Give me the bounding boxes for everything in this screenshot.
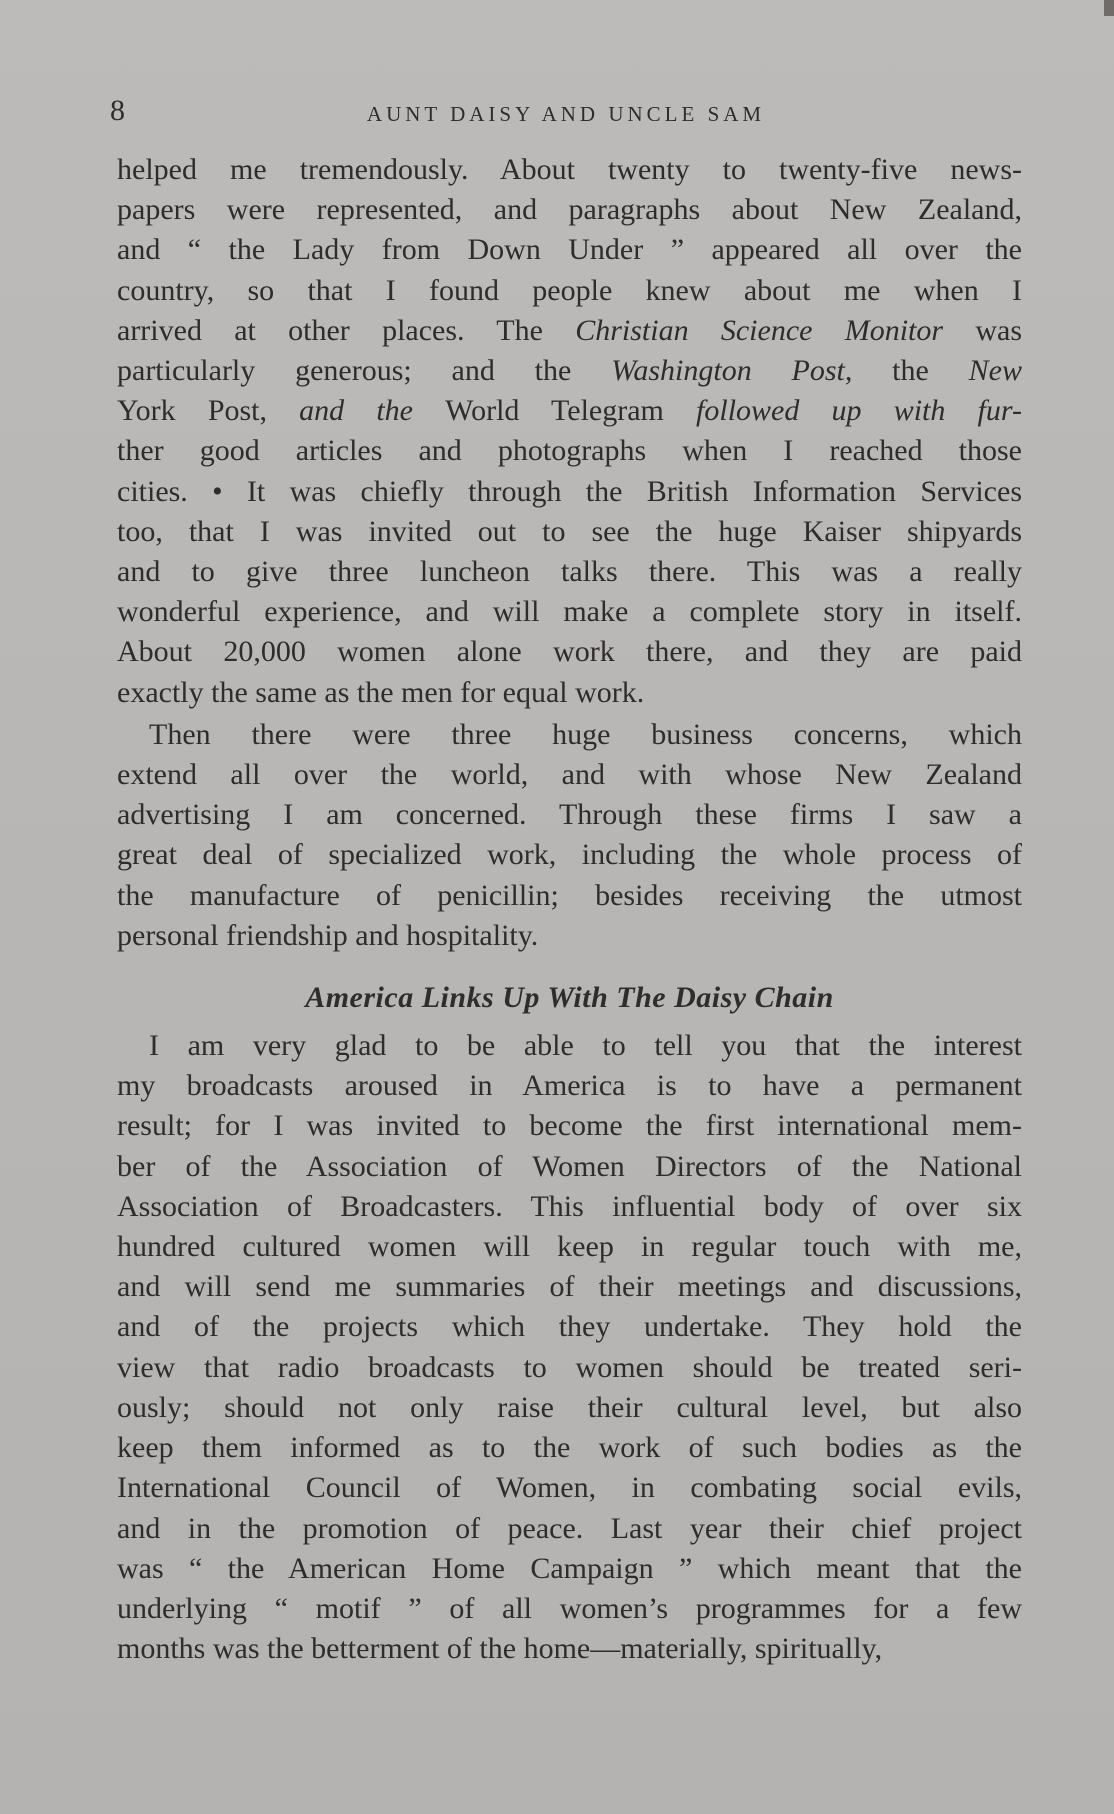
text-line: [117, 150, 1022, 190]
text-run: helped me tremendously. About twenty to twenty-five news-: [117, 153, 1022, 186]
page-corner-mark: [1104, 0, 1114, 16]
italic-title: Christian Science Monitor: [575, 313, 944, 347]
text-line: [117, 190, 1022, 230]
paragraph-3: [117, 1026, 1022, 1669]
text-line: [117, 311, 1022, 351]
text-line: great deal of specialized work, including the whole process of: [117, 838, 1022, 872]
text-line: personal friendship and hospitality.: [117, 918, 539, 952]
text-line: months was the betterment of the home—materially, spiritually,: [117, 1632, 883, 1666]
text-line: and of the projects which they undertake. They hold the: [117, 1310, 1022, 1344]
running-head: AUNT DAISY AND UNCLE SAM: [366, 102, 766, 126]
text-run: too, that I was invited out to see the huge Kaiser shipyards: [117, 514, 1022, 548]
text-run: World Telegram: [445, 394, 664, 428]
text-run: arrived at other places. The: [117, 313, 576, 347]
text-line: was “ the American Home Campaign ” which meant that the: [117, 1551, 1022, 1585]
text-line: [117, 431, 1022, 471]
text-line: underlying “ motif ” of all women’s programmes for a few: [117, 1591, 1022, 1625]
text-run: York Post,: [117, 394, 268, 428]
text-run: papers were represented, and paragraphs about New Zealand,: [117, 193, 1022, 227]
text-run: and to give three luncheon talks there. This was a really: [117, 555, 1022, 589]
paragraph-2: [117, 715, 1022, 956]
text-line: view that radio broadcasts to women should be treated seri-: [117, 1350, 1022, 1384]
text-line: my broadcasts aroused in America is to have a permanent: [117, 1069, 1022, 1103]
text-line: Association of Broadcasters. This influential body of over six: [117, 1189, 1022, 1223]
italic-title: and the: [267, 394, 446, 428]
text-run: and “ the Lady from Down Under ” appeared all over the: [117, 233, 1022, 267]
text-run: was: [943, 313, 1022, 347]
text-run: country, so that I found people knew about me when I: [117, 273, 1022, 307]
text-run: About 20,000 women alone work there, and they are paid: [117, 635, 1022, 669]
paragraph-1: [117, 150, 1022, 713]
text-line: [117, 552, 1022, 592]
text-line: [117, 512, 1022, 552]
text-line: and in the promotion of peace. Last year their chief project: [117, 1511, 1022, 1545]
text-line: ously; should not only raise their cultural level, but also: [117, 1390, 1022, 1424]
italic-title: New: [968, 354, 1022, 388]
text-line: ber of the Association of Women Directors of the National: [117, 1149, 1022, 1183]
text-line: advertising I am concerned. Through these firms I saw a: [117, 798, 1022, 832]
text-line: [117, 632, 1022, 672]
text-line: [117, 472, 1022, 512]
text-line: Then there were three huge business concerns, which: [149, 717, 1022, 751]
page-header: [110, 96, 1022, 136]
text-run: cities. • It was chiefly through the British Information Services: [117, 474, 1022, 508]
text-line: [117, 391, 1022, 431]
text-line: [117, 230, 1022, 270]
text-line: the manufacture of penicillin; besides receiving the utmost: [117, 878, 1022, 912]
page-number: 8: [110, 94, 125, 127]
italic-title: Washington Post,: [611, 354, 853, 388]
text-line: [117, 351, 1022, 391]
text-run: particularly generous; and the: [117, 354, 612, 388]
text-run: wonderful experience, and will make a complete story in itself.: [117, 595, 1022, 629]
text-run: the: [852, 354, 969, 388]
text-line: International Council of Women, in combating social evils,: [117, 1471, 1022, 1505]
body-text: [117, 150, 1022, 1669]
text-line: [117, 673, 1022, 713]
text-run: exactly the same as the men for equal work.: [117, 675, 645, 709]
section-heading: America Links Up With The Daisy Chain: [305, 981, 834, 1015]
text-line: result; for I was invited to become the first international mem-: [117, 1109, 1022, 1143]
text-run: ther good articles and photographs when I reached those: [117, 434, 1022, 468]
text-line: and will send me summaries of their meetings and discussions,: [117, 1270, 1022, 1304]
text-line: I am very glad to be able to tell you that the interest: [149, 1029, 1022, 1063]
text-line: hundred cultured women will keep in regular touch with me,: [117, 1230, 1022, 1264]
text-line: keep them informed as to the work of such bodies as the: [117, 1431, 1022, 1465]
text-line: [117, 592, 1022, 632]
text-line: extend all over the world, and with whose New Zealand: [117, 758, 1022, 792]
text-line: [117, 271, 1022, 311]
italic-title: followed up with fur-: [663, 394, 1022, 428]
